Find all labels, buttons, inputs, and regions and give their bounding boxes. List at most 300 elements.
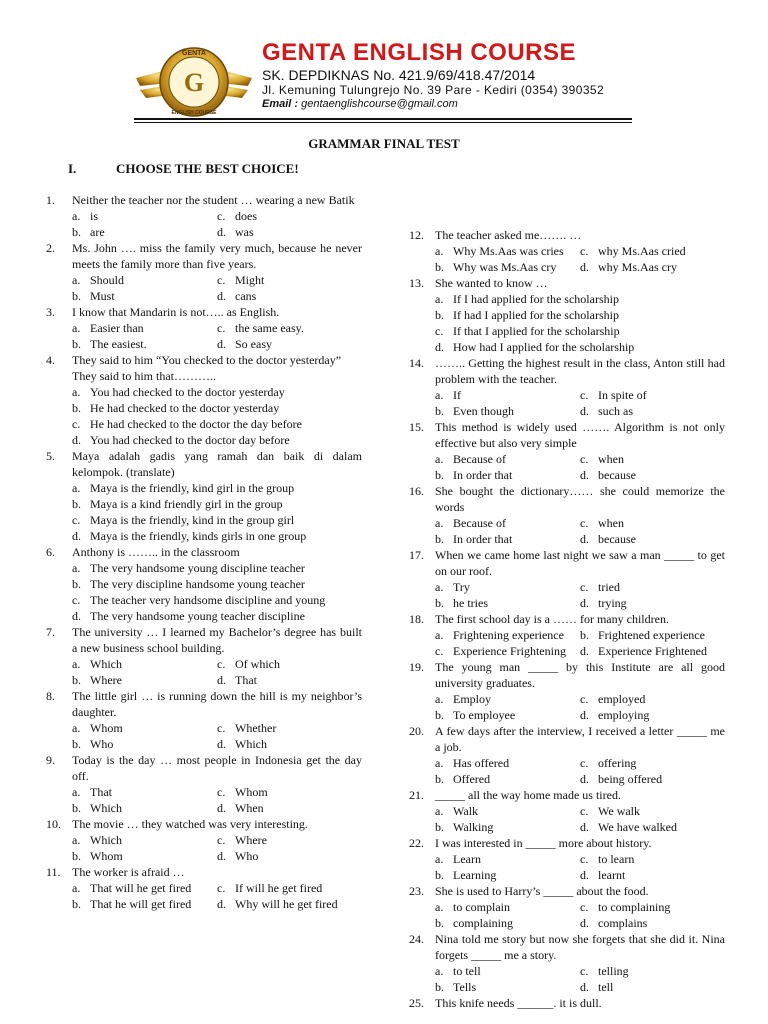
- option-text: Experience Frightened: [598, 644, 707, 658]
- question-block: [46, 864, 362, 912]
- answer-option: [435, 915, 580, 931]
- option-letter: d.: [72, 529, 81, 543]
- question-text: _____ all the way home made us tired.: [435, 788, 621, 802]
- option-text: Which: [235, 737, 267, 751]
- option-row: [409, 803, 725, 819]
- option-text: Where: [235, 833, 267, 847]
- option-letter: c.: [217, 209, 226, 223]
- section-title: CHOOSE THE BEST CHOICE!: [116, 161, 299, 176]
- option-row: [46, 384, 362, 400]
- option-letter: b.: [72, 401, 81, 415]
- question-number: 8.: [46, 689, 55, 703]
- question-number: 5.: [46, 449, 55, 463]
- answer-option: [217, 896, 362, 912]
- answer-option: [435, 579, 580, 595]
- question-block: [46, 192, 362, 240]
- answer-option: [435, 595, 580, 611]
- option-letter: b.: [72, 737, 81, 751]
- option-text: Which: [90, 801, 122, 815]
- question-text: The first school day is a …… for many children.: [435, 612, 669, 626]
- question-text: The movie … they watched was very interesting.: [72, 817, 308, 831]
- option-letter: d.: [580, 260, 589, 274]
- question-number: 9.: [46, 753, 55, 767]
- question-block: [409, 611, 725, 659]
- answer-option: [435, 291, 725, 307]
- answer-option: [435, 851, 580, 867]
- answer-option: [435, 403, 580, 419]
- option-row: [409, 259, 725, 275]
- option-text: when: [598, 516, 624, 530]
- question-block: [409, 275, 725, 355]
- option-text: Easier than: [90, 321, 144, 335]
- answer-option: [580, 979, 725, 995]
- option-text: Maya is the friendly, kind in the group girl: [90, 513, 295, 527]
- answer-option: [580, 579, 725, 595]
- option-letter: c.: [72, 513, 81, 527]
- option-letter: c.: [580, 692, 589, 706]
- question-number: 6.: [46, 545, 55, 559]
- question-number: 12.: [409, 228, 424, 242]
- question-row: [409, 931, 725, 963]
- option-letter: b.: [72, 337, 81, 351]
- option-letter: d.: [217, 801, 226, 815]
- question-row: [409, 547, 725, 579]
- option-text: Learn: [453, 852, 481, 866]
- option-letter: b.: [72, 673, 81, 687]
- question-text: This method is widely used ……. Algorithm is not only effective but also very simple: [435, 420, 725, 450]
- option-text: So easy: [235, 337, 272, 351]
- option-text: telling: [598, 964, 629, 978]
- option-letter: c.: [580, 580, 589, 594]
- answer-option: [72, 800, 217, 816]
- question-number: 22.: [409, 836, 424, 850]
- option-letter: b.: [72, 497, 81, 511]
- option-row: [46, 416, 362, 432]
- question-row: [409, 227, 725, 243]
- option-text: Maya is a kind friendly girl in the group: [90, 497, 283, 511]
- question-number: 13.: [409, 276, 424, 290]
- answer-option: [217, 832, 362, 848]
- address: Jl. Kemuning Tulungrejo No. 39 Pare - Kediri (0354) 390352: [262, 83, 605, 97]
- option-letter: d.: [580, 980, 589, 994]
- answer-option: [72, 832, 217, 848]
- option-row: [46, 288, 362, 304]
- answer-option: [580, 595, 725, 611]
- option-row: [46, 496, 362, 512]
- option-letter: d.: [580, 772, 589, 786]
- option-text: employing: [598, 708, 650, 722]
- option-letter: a.: [435, 452, 444, 466]
- answer-option: [72, 400, 362, 416]
- option-text: In order that: [453, 532, 513, 546]
- answer-option: [580, 915, 725, 931]
- option-row: [46, 400, 362, 416]
- question-block: [409, 659, 725, 723]
- question-row: [46, 688, 362, 720]
- option-row: [409, 755, 725, 771]
- option-text: Whom: [90, 721, 123, 735]
- question-block: [46, 304, 362, 352]
- question-block: [46, 688, 362, 752]
- question-extra: They said to him that………..: [72, 369, 216, 383]
- option-letter: d.: [72, 433, 81, 447]
- option-letter: d.: [72, 609, 81, 623]
- question-number: 4.: [46, 353, 55, 367]
- answer-option: [72, 208, 217, 224]
- option-text: because: [598, 532, 636, 546]
- question-block: [409, 227, 725, 275]
- option-letter: c.: [580, 900, 589, 914]
- question-block: [409, 995, 725, 1011]
- option-row: [409, 979, 725, 995]
- answer-option: [217, 848, 362, 864]
- option-row: [46, 800, 362, 816]
- question-text: She is used to Harry’s _____ about the food.: [435, 884, 649, 898]
- answer-option: [580, 467, 725, 483]
- question-text: The young man _____ by this Institute are all good university graduates.: [435, 660, 725, 690]
- option-letter: d.: [580, 468, 589, 482]
- question-number: 1.: [46, 193, 55, 207]
- option-text: In order that: [453, 468, 513, 482]
- option-row: [46, 480, 362, 496]
- answer-option: [580, 771, 725, 787]
- option-text: Try: [453, 580, 470, 594]
- answer-option: [72, 784, 217, 800]
- option-text: Tells: [453, 980, 477, 994]
- answer-option: [435, 771, 580, 787]
- option-text: he tries: [453, 596, 488, 610]
- answer-option: [72, 736, 217, 752]
- answer-option: [580, 755, 725, 771]
- option-text: does: [235, 209, 257, 223]
- option-letter: a.: [72, 721, 81, 735]
- email-label: Email :: [262, 98, 299, 110]
- option-letter: c.: [580, 756, 589, 770]
- question-text: The worker is afraid …: [72, 865, 185, 879]
- question-block: [46, 352, 362, 448]
- answer-option: [72, 416, 362, 432]
- option-letter: b.: [435, 868, 444, 882]
- question-row: [46, 544, 362, 560]
- option-row: [46, 848, 362, 864]
- option-row: [409, 387, 725, 403]
- answer-option: [217, 672, 362, 688]
- answer-option: [580, 403, 725, 419]
- question-row: [46, 448, 362, 480]
- answer-option: [72, 880, 217, 896]
- option-row: [46, 224, 362, 240]
- option-text: Frightening experience: [453, 628, 564, 642]
- question-number: 7.: [46, 625, 55, 639]
- answer-option: [72, 576, 362, 592]
- option-text: Whom: [235, 785, 268, 799]
- option-text: because: [598, 468, 636, 482]
- option-letter: a.: [435, 964, 444, 978]
- option-letter: b.: [72, 849, 81, 863]
- option-row: [409, 467, 725, 483]
- option-row: [409, 643, 725, 659]
- test-title: GRAMMAR FINAL TEST: [308, 136, 460, 151]
- option-text: Of which: [235, 657, 280, 671]
- question-number: 14.: [409, 356, 424, 370]
- option-row: [409, 691, 725, 707]
- question-text: Neither the teacher nor the student … wearing a new Batik: [72, 193, 355, 207]
- question-row: [46, 352, 362, 368]
- option-text: tried: [598, 580, 620, 594]
- option-letter: c.: [580, 804, 589, 818]
- answer-option: [435, 643, 580, 659]
- question-number: 20.: [409, 724, 424, 738]
- right-column: [409, 227, 725, 1011]
- option-letter: d.: [217, 849, 226, 863]
- option-row: [409, 339, 725, 355]
- option-row: [46, 784, 362, 800]
- option-text: The very discipline handsome young teacher: [90, 577, 305, 591]
- option-text: You had checked to the doctor day before: [90, 433, 290, 447]
- option-text: Because of: [453, 452, 506, 466]
- option-letter: b.: [435, 308, 444, 322]
- option-text: That: [235, 673, 257, 687]
- answer-option: [580, 899, 725, 915]
- option-row: [46, 560, 362, 576]
- question-number: 11.: [46, 865, 61, 879]
- option-row: [409, 531, 725, 547]
- option-letter: c.: [217, 881, 226, 895]
- option-letter: a.: [72, 561, 81, 575]
- option-text: The very handsome young teacher discipline: [90, 609, 305, 623]
- question-number: 21.: [409, 788, 424, 802]
- option-row: [409, 307, 725, 323]
- answer-option: [435, 691, 580, 707]
- question-text: …….. Getting the highest result in the class, Anton still had problem with the teacher.: [435, 356, 725, 386]
- option-row: [409, 403, 725, 419]
- question-row: [409, 787, 725, 803]
- option-letter: c.: [580, 388, 589, 402]
- question-number: 25.: [409, 996, 424, 1010]
- option-text: He had checked to the doctor yesterday: [90, 401, 280, 415]
- answer-option: [435, 323, 725, 339]
- answer-option: [72, 272, 217, 288]
- option-row: [46, 672, 362, 688]
- option-text: tell: [598, 980, 614, 994]
- option-text: If: [453, 388, 461, 402]
- answer-option: [435, 387, 580, 403]
- option-letter: c.: [435, 324, 444, 338]
- option-letter: c.: [580, 452, 589, 466]
- option-text: Has offered: [453, 756, 510, 770]
- question-text: This knife needs ______. it is dull.: [435, 996, 602, 1010]
- left-column: [46, 192, 362, 912]
- email-line: [262, 98, 458, 110]
- option-row: [46, 336, 362, 352]
- question-block: [409, 723, 725, 787]
- answer-option: [435, 979, 580, 995]
- answer-option: [72, 656, 217, 672]
- question-row: [409, 611, 725, 627]
- question-text: When we came home last night we saw a man _____ to get on our roof.: [435, 548, 725, 578]
- option-text: Employ: [453, 692, 491, 706]
- option-text: to tell: [453, 964, 481, 978]
- option-text: Why will he get fired: [235, 897, 338, 911]
- option-letter: d.: [580, 596, 589, 610]
- option-letter: a.: [435, 804, 444, 818]
- option-text: offering: [598, 756, 637, 770]
- option-letter: a.: [435, 628, 444, 642]
- option-letter: b.: [72, 225, 81, 239]
- question-row: [46, 240, 362, 272]
- question-text: Today is the day … most people in Indonesia get the day off.: [72, 753, 362, 783]
- email-address: gentaenglishcourse@gmail.com: [301, 98, 458, 110]
- option-letter: a.: [72, 657, 81, 671]
- option-row: [46, 320, 362, 336]
- answer-option: [217, 224, 362, 240]
- question-row: [409, 835, 725, 851]
- option-text: Which: [90, 657, 122, 671]
- answer-option: [435, 531, 580, 547]
- answer-option: [580, 627, 725, 643]
- question-row: [46, 816, 362, 832]
- header-rule-thin: [134, 122, 632, 123]
- question-block: [409, 835, 725, 883]
- answer-option: [217, 880, 362, 896]
- option-letter: d.: [580, 532, 589, 546]
- option-row: [409, 451, 725, 467]
- answer-option: [580, 851, 725, 867]
- answer-option: [580, 515, 725, 531]
- answer-option: [72, 528, 362, 544]
- answer-option: [72, 496, 362, 512]
- option-letter: d.: [580, 916, 589, 930]
- answer-option: [580, 531, 725, 547]
- option-row: [46, 512, 362, 528]
- question-row: [46, 304, 362, 320]
- option-text: The easiest.: [90, 337, 147, 351]
- option-letter: b.: [435, 708, 444, 722]
- option-letter: b.: [435, 916, 444, 930]
- question-text: Maya adalah gadis yang ramah dan baik di dalam kelompok. (translate): [72, 449, 362, 479]
- option-text: Why Ms.Aas was cries: [453, 244, 564, 258]
- option-letter: a.: [435, 692, 444, 706]
- option-text: If had I applied for the scholarship: [453, 308, 619, 322]
- answer-option: [217, 272, 362, 288]
- option-letter: c.: [580, 244, 589, 258]
- option-letter: d.: [580, 868, 589, 882]
- question-block: [46, 544, 362, 624]
- answer-option: [217, 288, 362, 304]
- option-letter: a.: [72, 785, 81, 799]
- option-letter: a.: [72, 881, 81, 895]
- option-letter: a.: [72, 209, 81, 223]
- option-row: [409, 915, 725, 931]
- option-text: the same easy.: [235, 321, 304, 335]
- option-row: [46, 528, 362, 544]
- option-letter: d.: [217, 897, 226, 911]
- option-text: is: [90, 209, 99, 223]
- question-row: [46, 192, 362, 208]
- option-text: Who: [90, 737, 114, 751]
- header-rule-thick: [134, 118, 632, 120]
- answer-option: [435, 451, 580, 467]
- question-number: 3.: [46, 305, 55, 319]
- option-letter: a.: [72, 385, 81, 399]
- option-letter: c.: [435, 644, 444, 658]
- option-text: employed: [598, 692, 646, 706]
- option-text: The very handsome young discipline teacher: [90, 561, 305, 575]
- question-row: [409, 419, 725, 451]
- answer-option: [72, 560, 362, 576]
- option-text: to learn: [598, 852, 635, 866]
- option-letter: b.: [435, 468, 444, 482]
- option-text: To employee: [453, 708, 516, 722]
- answer-option: [580, 387, 725, 403]
- answer-option: [580, 803, 725, 819]
- answer-option: [580, 819, 725, 835]
- answer-option: [217, 736, 362, 752]
- answer-option: [217, 720, 362, 736]
- logo-top-text: GENTA: [182, 50, 206, 57]
- option-row: [409, 515, 725, 531]
- question-text: She wanted to know …: [435, 276, 548, 290]
- answer-option: [72, 720, 217, 736]
- option-text: He had checked to the doctor the day before: [90, 417, 302, 431]
- option-text: Offered: [453, 772, 491, 786]
- question-number: 15.: [409, 420, 424, 434]
- option-letter: a.: [435, 244, 444, 258]
- option-text: Learning: [453, 868, 497, 882]
- option-text: Walking: [453, 820, 494, 834]
- option-text: complains: [598, 916, 648, 930]
- question-row: [46, 864, 362, 880]
- question-text: The little girl … is running down the hill is my neighbor’s daughter.: [72, 689, 362, 719]
- question-number: 19.: [409, 660, 424, 674]
- option-letter: c.: [217, 785, 226, 799]
- option-letter: b.: [435, 596, 444, 610]
- option-text: Whether: [235, 721, 277, 735]
- question-row: [409, 723, 725, 755]
- answer-option: [217, 320, 362, 336]
- option-row: [409, 323, 725, 339]
- course-title: GENTA ENGLISH COURSE: [262, 39, 577, 66]
- option-letter: c.: [72, 593, 81, 607]
- answer-option: [217, 800, 362, 816]
- option-text: Whom: [90, 849, 123, 863]
- option-text: Must: [90, 289, 115, 303]
- logo-letter: G: [183, 68, 205, 97]
- section-heading: [68, 161, 299, 177]
- option-letter: a.: [72, 481, 81, 495]
- option-letter: c.: [580, 964, 589, 978]
- option-letter: a.: [435, 756, 444, 770]
- option-row: [409, 627, 725, 643]
- option-row: [409, 291, 725, 307]
- answer-option: [580, 643, 725, 659]
- option-text: That will he get fired: [90, 881, 192, 895]
- option-text: was: [235, 225, 254, 239]
- question-block: [46, 448, 362, 544]
- option-letter: c.: [217, 273, 226, 287]
- question-block: [46, 240, 362, 304]
- option-text: That he will get fired: [90, 897, 192, 911]
- answer-option: [435, 467, 580, 483]
- option-letter: c.: [580, 516, 589, 530]
- option-letter: a.: [72, 321, 81, 335]
- question-block: [409, 883, 725, 931]
- answer-option: [217, 336, 362, 352]
- answer-option: [435, 339, 725, 355]
- question-number: 16.: [409, 484, 424, 498]
- option-text: Maya is the friendly, kinds girls in one group: [90, 529, 307, 543]
- option-text: In spite of: [598, 388, 647, 402]
